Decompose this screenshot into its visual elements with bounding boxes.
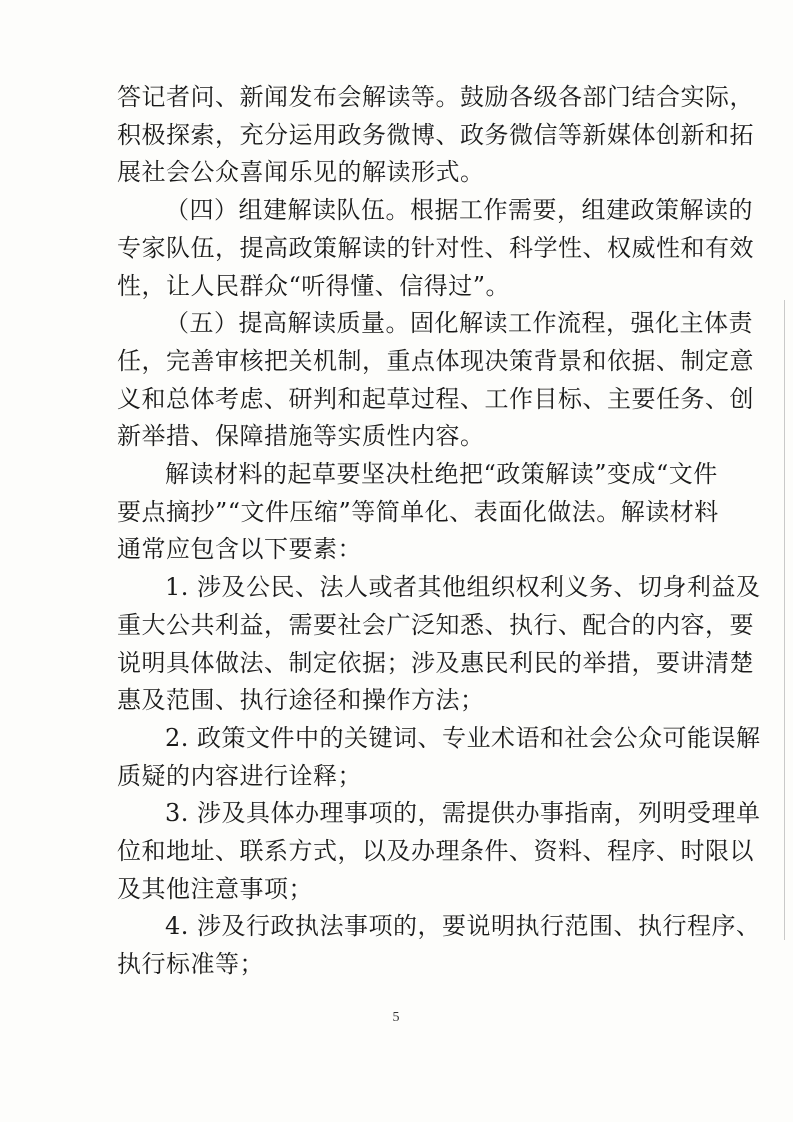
text-line: 2. 政策文件中的关键词、专业术语和社会公众可能误解 (165, 724, 761, 752)
text-line: 位和地址、联系方式，以及办理条件、资料、程序、时限以 (117, 837, 754, 865)
text-line: 通常应包含以下要素： (117, 535, 362, 563)
text-line: 要点摘抄”“文件压缩”等简单化、表面化做法。解读材料 (117, 498, 719, 526)
text-line: 3. 涉及具体办理事项的，需提供办事指南，列明受理单 (165, 799, 761, 827)
page-number: 5 (392, 1010, 400, 1025)
text-line: 惠及范围、执行途径和操作方法； (117, 686, 485, 714)
text-line: 质疑的内容进行诠释； (117, 762, 362, 790)
text-line: 解读材料的起草要坚决杜绝把“政策解读”变成“文件 (165, 460, 718, 488)
text-line: （四）组建解读队伍。根据工作需要，组建政策解读的 (165, 196, 753, 224)
text-line: 重大公共利益，需要社会广泛知悉、执行、配合的内容，要 (117, 611, 754, 639)
text-line: 1. 涉及公民、法人或者其他组织权利义务、切身利益及 (165, 573, 761, 601)
scan-edge-line (784, 300, 785, 940)
text-line: 4. 涉及行政执法事项的，要说明执行范围、执行程序、 (165, 912, 761, 940)
text-line: 新举措、保障措施等实质性内容。 (117, 422, 485, 450)
text-line: 性，让人民群众“听得懂、信得过”。 (117, 272, 511, 300)
text-line: （五）提高解读质量。固化解读工作流程，强化主体责 (165, 309, 753, 337)
text-line: 说明具体做法、制定依据；涉及惠民利民的举措，要讲清楚 (117, 649, 754, 677)
text-line: 积极探索，充分运用政务微博、政务微信等新媒体创新和拓 (117, 121, 754, 149)
text-line: 任，完善审核把关机制，重点体现决策背景和依据、制定意 (117, 347, 754, 375)
text-line: 执行标准等； (117, 950, 264, 978)
text-line: 专家队伍，提高政策解读的针对性、科学性、权威性和有效 (117, 234, 754, 262)
text-line: 及其他注意事项； (117, 875, 313, 903)
text-line: 义和总体考虑、研判和起草过程、工作目标、主要任务、创 (117, 385, 754, 413)
text-line: 答记者问、新闻发布会解读等。鼓励各级各部门结合实际， (117, 83, 754, 111)
text-line: 展社会公众喜闻乐见的解读形式。 (117, 158, 485, 186)
